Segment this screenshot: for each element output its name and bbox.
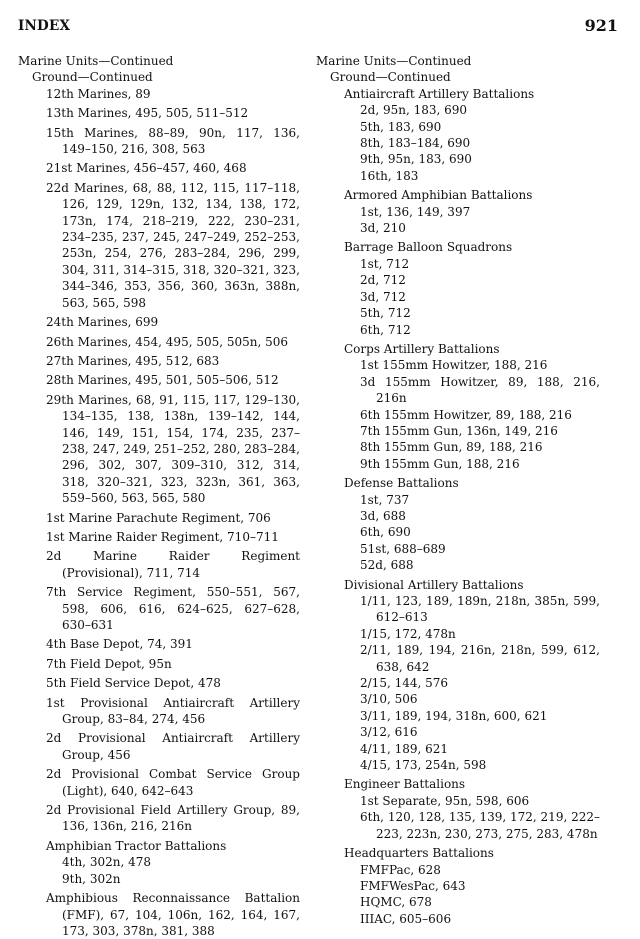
index-entry: 4th Base Depot, 74, 391 (46, 637, 193, 652)
index-entry: Antiaircraft Artillery Battalions (344, 86, 535, 101)
index-entry: 6th, 120, 128, 135, 139, 172, 219, 222–223, 223n, 230, 273, 275, 283, 478n (360, 810, 600, 841)
index-heading: Marine Units—Continued (18, 54, 174, 68)
index-entry: 4th, 302n, 478 (62, 855, 151, 870)
index-entry: 24th Marines, 699 (46, 315, 159, 330)
index-entry: Barrage Balloon Squadrons (344, 240, 513, 255)
index-entry: Divisional Artillery Battalions (344, 577, 524, 592)
index-entry: 27th Marines, 495, 512, 683 (46, 353, 220, 368)
index-entry: 3d, 210 (360, 221, 406, 236)
index-entry: Defense Battalions (344, 476, 459, 491)
index-entry: HQMC, 678 (360, 895, 432, 910)
index-entry: 13th Marines, 495, 505, 511–512 (46, 106, 249, 121)
index-entry: 1st, 737 (360, 492, 410, 507)
running-head: INDEX (18, 18, 71, 34)
index-entry: 2d Provisional Field Artillery Group, 89, 136, 136n, 216, 216n (46, 803, 300, 834)
index-entry: 1st Marine Raider Regiment, 710–711 (46, 529, 279, 544)
index-entry: 16th, 183 (360, 168, 419, 183)
index-entry: 7th Service Regiment, 550–551, 567, 598, 606, 616, 624–625, 627–628, 630–631 (46, 585, 300, 632)
index-entry: 21st Marines, 456–457, 460, 468 (46, 161, 247, 176)
index-entry: 22d Marines, 68, 88, 112, 115, 117–118, 126, 129, 129n, 132, 134, 138, 172, 173n, 174, 218–219, 222, 230–231, 234–235, 237, 245, 247–249, 252–253, 253n, 254, 276, 283–284, 296, 299, 304, 311, 314–315, 318, 320–321, 323, 344–346, 353, 356, 360, 363n, 388n, 563, 565, 598 (46, 180, 300, 310)
index-entry: 28th Marines, 495, 501, 505–506, 512 (46, 373, 279, 388)
index-entry: 6th, 690 (360, 525, 411, 540)
index-entry: Engineer Battalions (344, 777, 466, 792)
index-entry: 29th Marines, 68, 91, 115, 117, 129–130, 134–135, 138, 138n, 139–142, 144, 146, 149, 151, 154, 174, 235, 237–238, 247, 249, 251–252, 280, 283–284, 296, 302, 307, 309–310, 312, 314, 318, 320–321, 323, 323n, 361, 363, 559–560, 563, 565, 580 (46, 392, 300, 506)
index-entry: Amphibious Reconnaissance Battalion (FMF), 67, 104, 106n, 162, 164, 167, 173, 303, 378n, 381, 388 (46, 891, 300, 938)
index-entry: Armored Amphibian Battalions (344, 188, 533, 203)
index-entry: 1st, 712 (360, 256, 410, 271)
index-entry: 4/11, 189, 621 (360, 741, 449, 756)
index-entry: FMFWesPac, 643 (360, 878, 466, 893)
index-entry: 3/11, 189, 194, 318n, 600, 621 (360, 708, 548, 723)
index-entry: 2d, 95n, 183, 690 (360, 103, 468, 118)
index-entry: 1/15, 172, 478n (360, 626, 456, 641)
index-entry: 8th, 183–184, 690 (360, 136, 471, 151)
index-entry: 2d Provisional Combat Service Group (Light), 640, 642–643 (46, 767, 300, 798)
index-entry: 4/15, 173, 254n, 598 (360, 758, 487, 773)
index-entry: 3d, 688 (360, 508, 406, 523)
index-entry: 52d, 688 (360, 558, 414, 573)
left-column (18, 53, 300, 939)
index-entry: 9th, 302n (62, 871, 121, 886)
index-entry: 3/12, 616 (360, 725, 418, 740)
index-heading: Marine Units—Continued (316, 54, 472, 68)
index-entry: 6th, 712 (360, 322, 411, 337)
index-entry: Headquarters Battalions (344, 846, 494, 861)
index-entry: 1st Provisional Antiaircraft Artillery Group, 83–84, 274, 456 (46, 695, 300, 727)
index-entry: 2/11, 189, 194, 216n, 218n, 599, 612, 638, 642 (360, 643, 600, 674)
index-entry: 9th 155mm Gun, 188, 216 (360, 456, 520, 471)
index-entry: 2d, 712 (360, 273, 406, 288)
index-heading: Ground—Continued (330, 70, 451, 85)
index-entry: 1st, 136, 149, 397 (360, 204, 471, 219)
index-entry: 3d, 712 (360, 289, 406, 304)
index-entry: 2/15, 144, 576 (360, 676, 449, 691)
index-entry: Corps Artillery Battalions (344, 341, 500, 356)
index-entry: 51st, 688–689 (360, 541, 446, 556)
index-entry: 7th 155mm Gun, 136n, 149, 216 (360, 423, 558, 438)
index-entry: IIIAC, 605–606 (360, 911, 452, 926)
page-number: 921 (584, 16, 618, 35)
index-entry: 1st Separate, 95n, 598, 606 (360, 793, 530, 808)
index-entry: 2d Provisional Antiaircraft Artillery Group, 456 (46, 731, 300, 762)
index-heading: Ground—Continued (32, 70, 153, 85)
index-entry: 9th, 95n, 183, 690 (360, 152, 472, 167)
index-entry: 1/11, 123, 189, 189n, 218n, 385n, 599, 612–613 (360, 594, 600, 625)
index-entry: 26th Marines, 454, 495, 505, 505n, 506 (46, 334, 289, 349)
index-entry: 1st Marine Parachute Regiment, 706 (46, 510, 271, 525)
index-entry: 8th 155mm Gun, 89, 188, 216 (360, 440, 543, 455)
index-entry: 7th Field Depot, 95n (46, 656, 172, 671)
right-column (316, 53, 600, 927)
index-entry: 12th Marines, 89 (46, 86, 151, 101)
index-entry: 3/10, 506 (360, 692, 418, 707)
index-entry: 15th Marines, 88–89, 90n, 117, 136, 149–150, 216, 308, 563 (46, 125, 300, 157)
index-entry: 5th Field Service Depot, 478 (46, 676, 221, 691)
index-entry: 2d Marine Raider Regiment (Provisional), 711, 714 (46, 549, 300, 580)
index-entry: 3d 155mm Howitzer, 89, 188, 216, 216n (360, 374, 600, 406)
index-entry: 5th, 712 (360, 306, 411, 321)
index-entry: Amphibian Tractor Battalions (46, 838, 227, 853)
index-entry: 1st 155mm Howitzer, 188, 216 (360, 358, 548, 373)
index-entry: FMFPac, 628 (360, 862, 441, 877)
index-entry: 5th, 183, 690 (360, 119, 442, 134)
index-entry: 6th 155mm Howitzer, 89, 188, 216 (360, 407, 572, 422)
